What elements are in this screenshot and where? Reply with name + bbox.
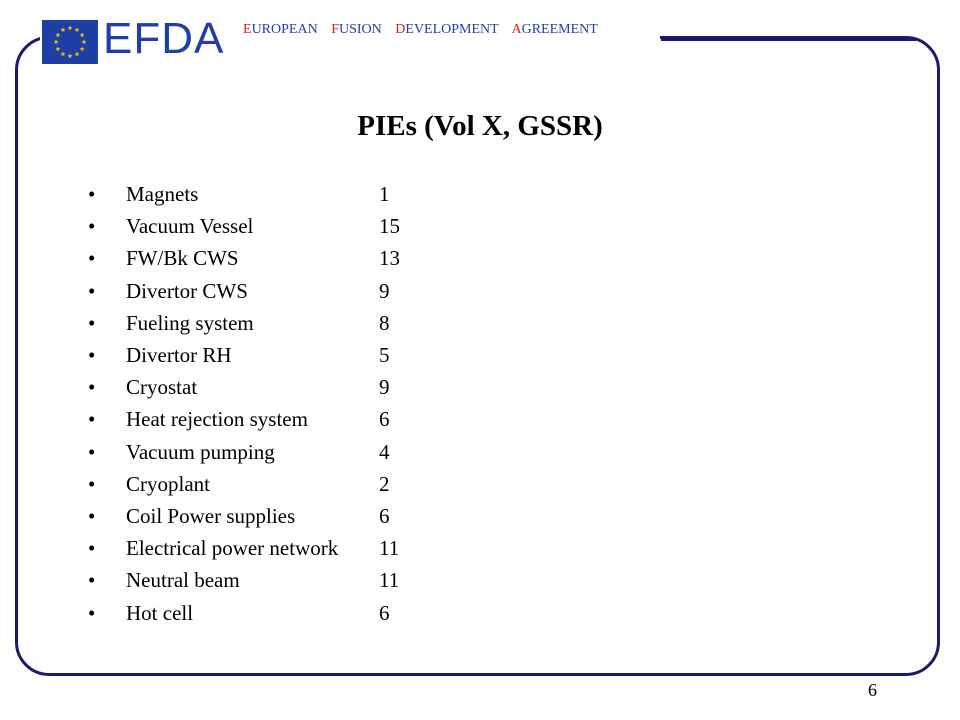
list-item (88, 596, 400, 628)
flag-star (68, 25, 73, 30)
flag-star (61, 52, 66, 57)
item-count: 2 (379, 471, 390, 496)
bullet-icon: • (88, 310, 96, 335)
bullet-icon: • (88, 439, 96, 464)
item-count: 6 (379, 407, 390, 432)
list-item (88, 275, 400, 307)
item-count: 11 (379, 536, 400, 561)
item-name: Heat rejection system (126, 407, 308, 432)
list-item (88, 242, 400, 274)
list-item (88, 371, 400, 403)
item-name: FW/Bk CWS (126, 246, 239, 271)
bullet-icon: • (88, 214, 96, 239)
list-item (88, 500, 400, 532)
item-name: Hot cell (126, 600, 194, 625)
bullet-icon: • (88, 568, 96, 593)
flag-star (55, 46, 60, 51)
bullet-icon: • (88, 375, 96, 400)
bullet-icon: • (88, 407, 96, 432)
eu-flag-icon (42, 20, 98, 64)
tagline-word-agreement: AGREEMENT (511, 22, 598, 37)
flag-star (80, 46, 85, 51)
list-item (88, 339, 400, 371)
item-count: 9 (379, 278, 390, 303)
flag-star (75, 52, 80, 57)
list-item (88, 532, 400, 564)
slide-title: PIEs (Vol X, GSSR) (357, 110, 603, 142)
bullet-icon: • (88, 182, 96, 207)
item-count: 15 (379, 214, 400, 239)
item-name: Electrical power network (126, 536, 339, 561)
item-count: 6 (379, 600, 390, 625)
flag-star (61, 27, 66, 32)
item-name: Fueling system (126, 310, 254, 335)
brand-logo-text: EFDA (103, 14, 225, 63)
flag-star (55, 32, 60, 37)
item-name: Cryoplant (126, 471, 210, 496)
bullet-icon: • (88, 246, 96, 271)
item-count: 5 (379, 343, 390, 368)
bullet-icon: • (88, 600, 96, 625)
tagline-word-european: EUROPEAN (243, 22, 318, 37)
item-count: 11 (379, 568, 400, 593)
item-count: 8 (379, 310, 390, 335)
item-count: 13 (379, 246, 400, 271)
item-count: 6 (379, 503, 390, 528)
tagline-word-fusion: FUSION (331, 22, 382, 37)
bullet-icon: • (88, 536, 96, 561)
list-item (88, 436, 400, 468)
item-name: Cryostat (126, 375, 198, 400)
item-name: Neutral beam (126, 568, 240, 593)
flag-star (75, 27, 80, 32)
page-number: 6 (868, 680, 877, 700)
item-name: Vacuum Vessel (126, 214, 254, 239)
list-item (88, 564, 400, 596)
pie-list (88, 178, 400, 629)
list-item (88, 178, 400, 210)
bullet-icon: • (88, 278, 96, 303)
item-name: Coil Power supplies (126, 503, 296, 528)
agreement-tagline (243, 21, 608, 39)
item-name: Divertor RH (126, 343, 232, 368)
item-count: 1 (379, 182, 390, 207)
list-item (88, 307, 400, 339)
item-count: 4 (379, 439, 390, 464)
item-count: 9 (379, 375, 390, 400)
tagline-word-development: DEVELOPMENT (395, 22, 499, 37)
flag-star (80, 32, 85, 37)
item-name: Magnets (126, 182, 199, 207)
flag-star (68, 53, 73, 58)
item-name: Divertor CWS (126, 278, 248, 303)
flag-star (54, 39, 59, 44)
bullet-icon: • (88, 503, 96, 528)
item-name: Vacuum pumping (126, 439, 275, 464)
bullet-icon: • (88, 343, 96, 368)
list-item (88, 468, 400, 500)
list-item (88, 403, 400, 435)
list-item (88, 210, 400, 242)
eu-flag-stars (42, 20, 98, 64)
flag-star (82, 39, 87, 44)
bullet-icon: • (88, 471, 96, 496)
header-rule (661, 38, 916, 41)
